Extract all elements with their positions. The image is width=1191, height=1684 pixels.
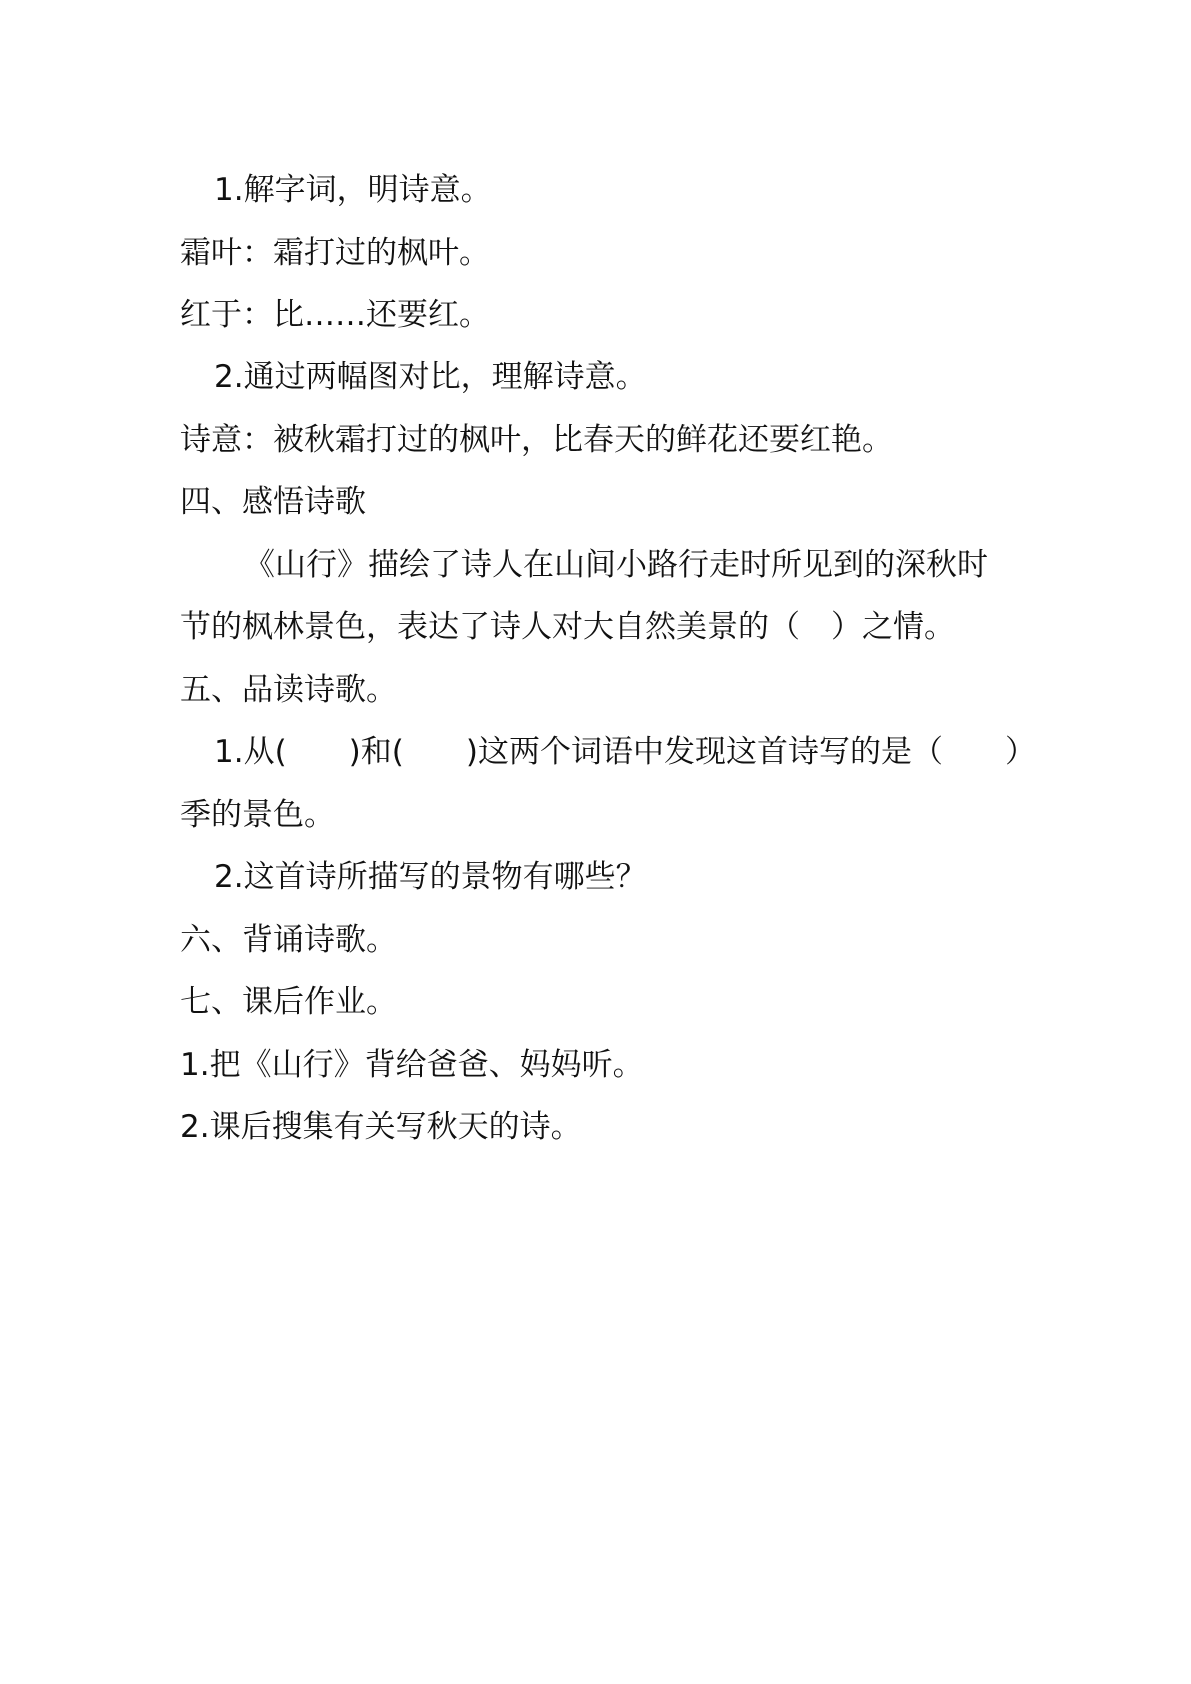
- definition-hongyu: 红于：比……还要红。: [180, 297, 490, 333]
- question-2: 2.这首诗所描写的景物有哪些？: [214, 859, 647, 895]
- step-2-heading: 2.通过两幅图对比，理解诗意。: [214, 359, 647, 395]
- section-4-heading: 四、感悟诗歌: [180, 484, 366, 520]
- section-6-heading: 六、背诵诗歌。: [180, 922, 397, 958]
- step-1-heading: 1.解字词，明诗意。: [214, 172, 492, 208]
- section-5-heading: 五、品读诗歌。: [180, 672, 397, 708]
- question-1-line-1: 1.从( )和( )这两个词语中发现这首诗写的是（ ）: [214, 734, 1036, 770]
- question-1-line-2: 季的景色。: [180, 797, 335, 833]
- homework-item-2: 2.课后搜集有关写秋天的诗。: [180, 1109, 582, 1145]
- paragraph-line-1: 《山行》描绘了诗人在山间小路行走时所见到的深秋时: [244, 547, 988, 583]
- section-7-heading: 七、课后作业。: [180, 984, 397, 1020]
- definition-shuangye: 霜叶：霜打过的枫叶。: [180, 235, 490, 271]
- homework-item-1: 1.把《山行》背给爸爸、妈妈听。: [180, 1047, 644, 1083]
- paragraph-line-2: 节的枫林景色，表达了诗人对大自然美景的（ ）之情。: [180, 609, 955, 645]
- poem-meaning: 诗意：被秋霜打过的枫叶，比春天的鲜花还要红艳。: [180, 422, 893, 458]
